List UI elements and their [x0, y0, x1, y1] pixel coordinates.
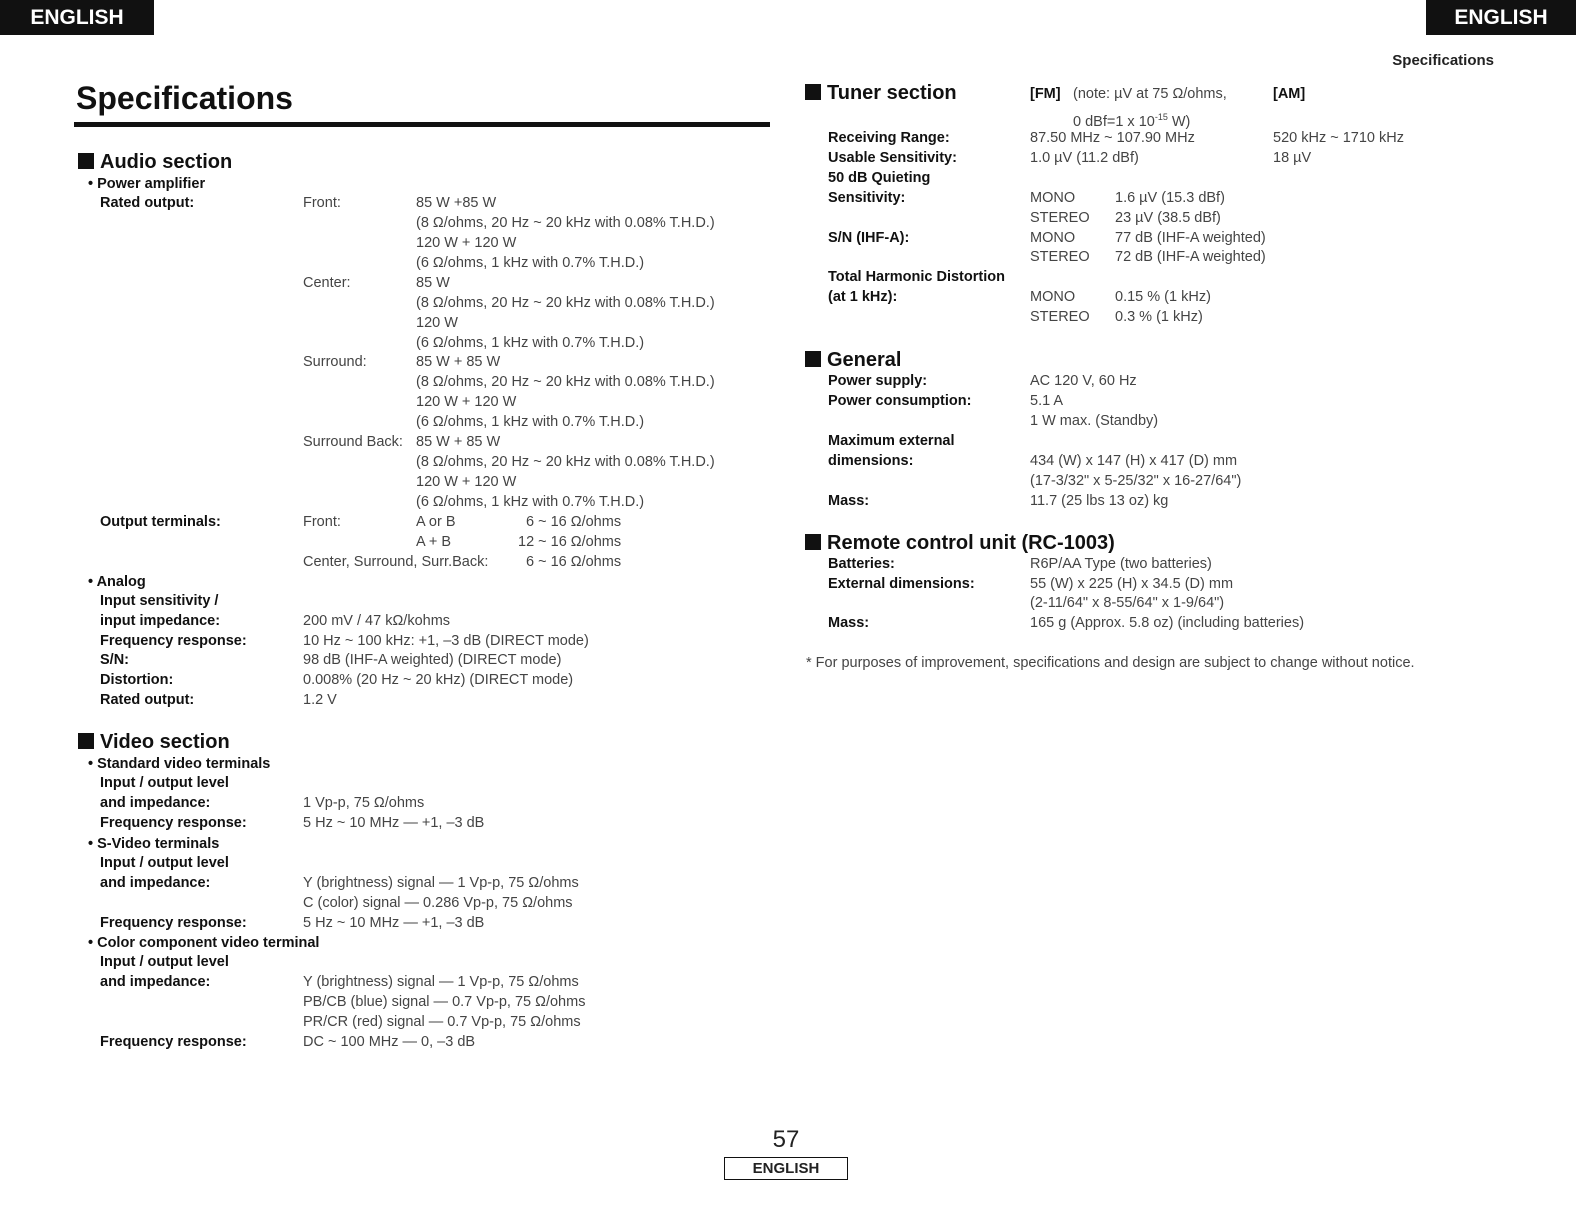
output-center-surround-value: 6 ~ 16 Ω/ohms: [526, 554, 622, 570]
power-consumption-label: Power consumption:: [828, 393, 972, 409]
mass-value: 11.7 (25 lbs 13 oz) kg: [1030, 493, 1169, 509]
remote-section-heading: Remote control unit (RC-1003): [805, 531, 1115, 555]
language-tab-right: ENGLISH: [1426, 0, 1576, 35]
surround-back-value-4: (6 Ω/ohms, 1 kHz with 0.7% T.H.D.): [416, 494, 645, 510]
fm-note-1: (note: µV at 75 Ω/ohms,: [1073, 86, 1227, 102]
std-impedance-value: 1 Vp-p, 75 Ω/ohms: [303, 795, 425, 811]
tuner-sn-mono-value: 77 dB (IHF-A weighted): [1115, 230, 1266, 246]
cc-impedance-label: and impedance:: [100, 974, 211, 990]
thd-stereo-value: 0.3 % (1 kHz): [1115, 309, 1203, 325]
analog-rated-output-label: Rated output:: [100, 692, 195, 708]
input-impedance-value: 200 mV / 47 kΩ/kohms: [303, 613, 451, 629]
usable-sensitivity-label: Usable Sensitivity:: [828, 150, 957, 166]
video-section-heading: Video section: [78, 730, 230, 754]
surround-label: Surround:: [303, 354, 367, 370]
remote-mass-label: Mass:: [828, 615, 870, 631]
power-supply-value: AC 120 V, 60 Hz: [1030, 373, 1137, 389]
max-external-label: Maximum external: [828, 433, 955, 449]
dimensions-label: dimensions:: [828, 453, 914, 469]
square-bullet-icon: [805, 534, 821, 550]
analog-rated-output-value: 1.2 V: [303, 692, 337, 708]
sv-frequency-value: 5 Hz ~ 10 MHz — +1, –3 dB: [303, 915, 485, 931]
cc-frequency-value: DC ~ 100 MHz — 0, –3 dB: [303, 1034, 476, 1050]
output-terminals-label: Output terminals:: [100, 514, 221, 530]
am-label: [AM]: [1273, 86, 1306, 102]
sv-frequency-label: Frequency response:: [100, 915, 247, 931]
thd-label-1: Total Harmonic Distortion: [828, 269, 1005, 285]
cc-pr-symbol: PR/CR: [303, 1014, 349, 1030]
square-bullet-icon: [78, 733, 94, 749]
page-title: Specifications: [76, 80, 293, 116]
s-video-subheading: • S-Video terminals: [88, 836, 220, 852]
batteries-label: Batteries:: [828, 556, 895, 572]
surround-back-value-1: 85 W + 85 W: [416, 434, 501, 450]
quieting-stereo-value: 23 µV (38.5 dBf): [1115, 210, 1221, 226]
remote-ext-dims-inches: (2-11/64" x 8-55/64" x 1-9/64"): [1030, 595, 1225, 611]
surround-value-2: (8 Ω/ohms, 20 Hz ~ 20 kHz with 0.08% T.H.D.): [416, 374, 715, 390]
std-impedance-label: and impedance:: [100, 795, 211, 811]
usable-sensitivity-am: 18 µV: [1273, 150, 1312, 166]
quieting-label-2: Sensitivity:: [828, 190, 906, 206]
thd-mono-value: 0.15 % (1 kHz): [1115, 289, 1211, 305]
footnote: * For purposes of improvement, specifications and design are subject to change without notice.: [806, 655, 1415, 671]
thd-label-2: (at 1 kHz):: [828, 289, 898, 305]
distortion-label: Distortion:: [100, 672, 174, 688]
running-header: Specifications: [1392, 52, 1494, 69]
language-footer-tag: ENGLISH: [724, 1157, 848, 1180]
language-tab-left: ENGLISH: [0, 0, 154, 35]
center-value-3: 120 W: [416, 315, 458, 331]
thd-mono-label: MONO: [1030, 289, 1076, 305]
fm-note-2: 0 dBf=1 x $10^{-15}$ W): [1073, 112, 1191, 130]
rated-output-label: Rated output:: [100, 195, 195, 211]
component-video-subheading: • Color component video terminal: [88, 935, 320, 951]
front-value-4: (6 Ω/ohms, 1 kHz with 0.7% T.H.D.): [416, 255, 645, 271]
front-value-2: (8 Ω/ohms, 20 Hz ~ 20 kHz with 0.08% T.H.D.): [416, 215, 715, 231]
remote-ext-dims-value: 55 (W) x 225 (H) x 34.5 (D) mm: [1030, 576, 1234, 592]
page-number: 57: [772, 1126, 800, 1153]
surround-value-1: 85 W + 85 W: [416, 354, 501, 370]
surround-value-3: 120 W + 120 W: [416, 394, 517, 410]
output-aorb-value: 6 ~ 16 Ω/ohms: [526, 514, 622, 530]
std-io-level-label: Input / output level: [100, 775, 229, 791]
cc-pb-symbol: PB/CB: [303, 994, 347, 1010]
thd-stereo-label: STEREO: [1030, 309, 1090, 325]
std-frequency-label: Frequency response:: [100, 815, 247, 831]
cc-frequency-label: Frequency response:: [100, 1034, 247, 1050]
usable-sensitivity-fm: 1.0 µV (11.2 dBf): [1030, 150, 1139, 166]
square-bullet-icon: [805, 84, 821, 100]
input-impedance-label: input impedance:: [100, 613, 221, 629]
analog-subheading: • Analog: [88, 574, 146, 590]
surround-back-value-2: (8 Ω/ohms, 20 Hz ~ 20 kHz with 0.08% T.H.D.): [416, 454, 715, 470]
sv-y-value: Y (brightness) signal — 1 Vp-p, 75 Ω/ohms: [303, 875, 579, 891]
standby-value: 1 W max. (Standby): [1030, 413, 1159, 429]
fm-label: [FM]: [1030, 86, 1061, 102]
quieting-label-1: 50 dB Quieting: [828, 170, 931, 186]
input-sensitivity-label: Input sensitivity /: [100, 593, 219, 609]
output-ab-label: A + B: [416, 534, 452, 550]
output-front-label: Front:: [303, 514, 341, 530]
power-supply-label: Power supply:: [828, 373, 928, 389]
quieting-stereo-label: STEREO: [1030, 210, 1090, 226]
quieting-mono-label: MONO: [1030, 190, 1076, 206]
center-value-2: (8 Ω/ohms, 20 Hz ~ 20 kHz with 0.08% T.H.D.): [416, 295, 715, 311]
front-label: Front:: [303, 195, 341, 211]
surround-back-value-3: 120 W + 120 W: [416, 474, 517, 490]
output-aorb-label: A or B: [416, 514, 456, 530]
tuner-sn-mono-label: MONO: [1030, 230, 1076, 246]
cc-io-level-label: Input / output level: [100, 954, 229, 970]
receiving-range-label: Receiving Range:: [828, 130, 950, 146]
center-label: Center:: [303, 275, 351, 291]
tuner-section-heading: Tuner section: [805, 81, 957, 105]
receiving-range-am: 520 kHz ~ 1710 kHz: [1273, 130, 1404, 146]
tuner-sn-stereo-label: STEREO: [1030, 249, 1090, 265]
quieting-mono-value: 1.6 µV (15.3 dBf): [1115, 190, 1225, 206]
center-value-4: (6 Ω/ohms, 1 kHz with 0.7% T.H.D.): [416, 335, 645, 351]
front-value-1: 85 W +85 W: [416, 195, 497, 211]
sv-impedance-label: and impedance:: [100, 875, 211, 891]
power-consumption-value: 5.1 A: [1030, 393, 1064, 409]
surround-back-label: Surround Back:: [303, 434, 403, 450]
sv-io-level-label: Input / output level: [100, 855, 229, 871]
standard-video-subheading: • Standard video terminals: [88, 756, 271, 772]
surround-value-4: (6 Ω/ohms, 1 kHz with 0.7% T.H.D.): [416, 414, 645, 430]
frequency-response-label: Frequency response:: [100, 633, 247, 649]
center-value-1: 85 W: [416, 275, 450, 291]
sn-label: S/N:: [100, 652, 129, 668]
mass-label: Mass:: [828, 493, 870, 509]
sv-c-value: C (color) signal — 0.286 Vp-p, 75 Ω/ohms: [303, 895, 573, 911]
cc-pr-value: PR/CR (red) signal — 0.7 Vp-p, 75 Ω/ohms: [303, 1014, 581, 1030]
square-bullet-icon: [78, 153, 94, 169]
dimensions-inches: (17-3/32" x 5-25/32" x 16-27/64"): [1030, 473, 1242, 489]
frequency-response-value: 10 Hz ~ 100 kHz: +1, –3 dB (DIRECT mode): [303, 633, 589, 649]
power-amp-subheading: • Power amplifier: [88, 176, 206, 192]
remote-ext-dims-label: External dimensions:: [828, 576, 975, 592]
title-rule: [74, 122, 770, 127]
cc-y-value: Y (brightness) signal — 1 Vp-p, 75 Ω/ohms: [303, 974, 579, 990]
tuner-sn-label: S/N (IHF-A):: [828, 230, 910, 246]
std-frequency-value: 5 Hz ~ 10 MHz — +1, –3 dB: [303, 815, 485, 831]
audio-section-heading: Audio section: [78, 150, 232, 174]
remote-mass-value: 165 g (Approx. 5.8 oz) (including batteries): [1030, 615, 1305, 631]
general-section-heading: General: [805, 348, 901, 372]
sn-value: 98 dB (IHF-A weighted) (DIRECT mode): [303, 652, 562, 668]
output-center-surround-label: Center, Surround, Surr.Back:: [303, 554, 489, 570]
front-value-3: 120 W + 120 W: [416, 235, 517, 251]
cc-pb-value: PB/CB (blue) signal — 0.7 Vp-p, 75 Ω/ohms: [303, 994, 586, 1010]
distortion-value: 0.008% (20 Hz ~ 20 kHz) (DIRECT mode): [303, 672, 574, 688]
dimensions-value: 434 (W) x 147 (H) x 417 (D) mm: [1030, 453, 1238, 469]
tuner-sn-stereo-value: 72 dB (IHF-A weighted): [1115, 249, 1266, 265]
receiving-range-fm: 87.50 MHz ~ 107.90 MHz: [1030, 130, 1195, 146]
batteries-value: R6P/AA Type (two batteries): [1030, 556, 1212, 572]
output-ab-value: 12 ~ 16 Ω/ohms: [518, 534, 622, 550]
square-bullet-icon: [805, 351, 821, 367]
